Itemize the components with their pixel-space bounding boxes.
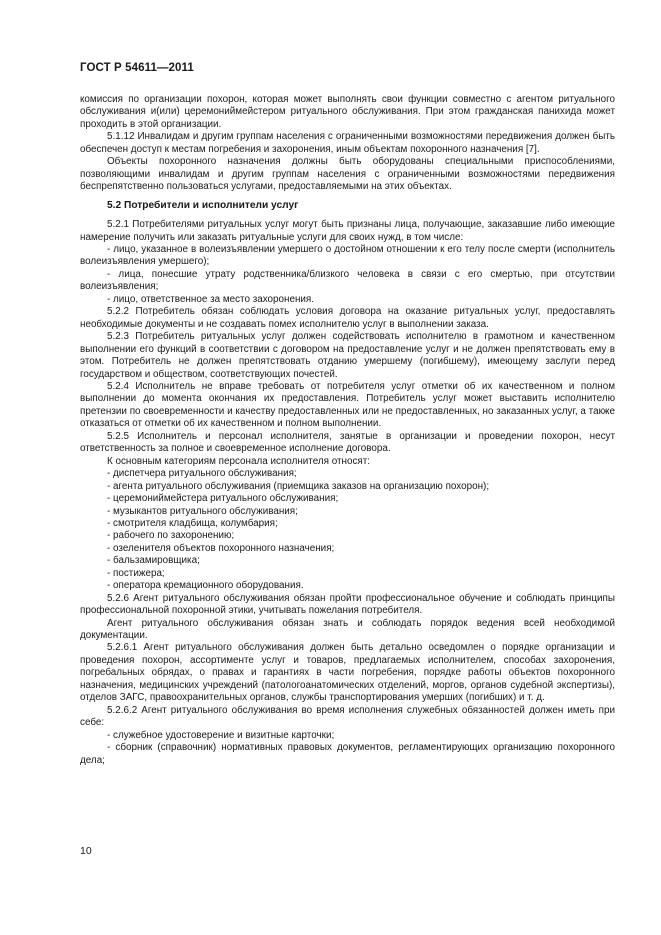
paragraph: К основным категориям персонала исполнителя относят: bbox=[107, 455, 371, 467]
clause: 5.2.6.1 Агент ритуального обслуживания должен быть детально осведомлен о порядке организации и проведения похорон, ассортименте услуг и товаров, предлагаемых исполнителем, способах захоронения, погребальных обрядах, о правах и гарантиях в части погребения, порядке работы объектов похоронного назначения, медицинских учреждений (патологоанатомических отделений, моргов, органов судебной экспертизы), отделов ЗАГС, правоохранительных органов, службы транспортирования умерших (погибших) и т. д. bbox=[80, 642, 615, 704]
clause: 5.2.6.2 Агент ритуального обслуживания во время исполнения служебных обязанностей должен иметь при себе: bbox=[80, 704, 615, 729]
clause: 5.2.1 Потребителями ритуальных услуг могут быть признаны лица, получающие, заказавшие либо имеющие намерение получить или заказать ритуальные услуги для своих нужд, в том числе: bbox=[80, 219, 615, 243]
paragraph: Агент ритуального обслуживания обязан знать и соблюдать порядок ведения всей необходимой документации. bbox=[80, 617, 615, 642]
list-item: - лицо, ответственное за место захоронения. bbox=[107, 293, 315, 305]
clause: 5.2.5 Исполнитель и персонал исполнителя, занятые в организации и проведении похорон, несут ответственность за полное и своевременное исполнение договора. bbox=[80, 430, 615, 455]
page-number: 10 bbox=[80, 845, 92, 857]
clause: 5.2.4 Исполнитель не вправе требовать от потребителя услуг отметки об их качественном и полном выполнении до момента окончания их предоставления. Потребитель услуг может выставить исполнителю претензии по своевременности и качеству предоставленных или не предоставленных, но заказанных услуг, а также отказаться от отметки об их качественном и полном выполнении. bbox=[80, 380, 615, 430]
clause: 5.2.2 Потребитель обязан соблюдать условия договора на оказание ритуальных услуг, предоставлять необходимые документы и не создавать помех исполнителю услуг в выполнении заказа. bbox=[80, 306, 615, 330]
list-item: - диспетчера ритуального обслуживания; bbox=[107, 468, 297, 480]
document-header: ГОСТ Р 54611—2011 bbox=[80, 62, 194, 74]
list-item: - смотрителя кладбища, колумбария; bbox=[107, 517, 278, 529]
list-item: - лица, понесшие утрату родственника/близкого человека в связи с его смертью, при отсутствии волеизъявления; bbox=[80, 268, 615, 293]
paragraph: Объекты похоронного назначения должны быть оборудованы специальными приспособлениями, позволяющими инвалидам и другим группам населения с ограниченными возможностями передвижения беспрепятственно пользоваться услугами, предоставляемыми на этих объектах. bbox=[80, 156, 615, 193]
paragraph: 5.1.12 Инвалидам и другим группам населения с ограниченными возможностями передвижения должен быть обеспечен доступ к местам погребения и захоронения, иным объектам похоронного назначения [7]. bbox=[80, 131, 615, 155]
list-item: - бальзамировщика; bbox=[107, 555, 200, 567]
paragraph: комиссия по организации похорон, которая может выполнять свои функции совместно с агентом ритуального обслуживания и(или) церемониймейстером ритуального обслуживания. При этом гражданская панихида может проходить в этой организации. bbox=[80, 94, 615, 130]
list-item: - постижера; bbox=[107, 567, 165, 579]
list-item: - музыкантов ритуального обслуживания; bbox=[107, 505, 298, 517]
list-item: - служебное удостоверение и визитные карточки; bbox=[107, 729, 335, 741]
list-item: - агента ритуального обслуживания (приемщика заказов на организацию похорон); bbox=[107, 480, 490, 492]
clause: 5.2.6 Агент ритуального обслуживания обязан пройти профессиональное обучение и соблюдать принципы профессиональной похоронной этики, учитывать пожелания потребителя. bbox=[80, 592, 615, 617]
list-item: - озеленителя объектов похоронного назначения; bbox=[107, 542, 335, 554]
list-item: - сборник (справочник) нормативных правовых документов, регламентирующих организацию похоронного дела; bbox=[80, 742, 615, 766]
clause: 5.2.3 Потребитель ритуальных услуг должен содействовать исполнителю в грамотном и качественном выполнении его функций в соответствии с договором на предоставление услуг и не должен препятствовать ему в этом. Потребитель не должен препятствовать отданию умершему (погибшему), имеющему заслуги перед государством и обществом, соответствующих почестей. bbox=[80, 331, 615, 380]
list-item: - оператора кремационного оборудования. bbox=[107, 580, 304, 592]
list-item: - лицо, указанное в волеизъявлении умершего о достойном отношении к его телу после смерти (исполнитель волеизъявления умершего); bbox=[80, 243, 615, 268]
list-item: - рабочего по захоронению; bbox=[107, 530, 235, 542]
document-body bbox=[80, 94, 615, 767]
section-title: 5.2 Потребители и исполнители услуг bbox=[107, 199, 299, 211]
list-item: - церемониймейстера ритуального обслуживания; bbox=[107, 493, 339, 505]
